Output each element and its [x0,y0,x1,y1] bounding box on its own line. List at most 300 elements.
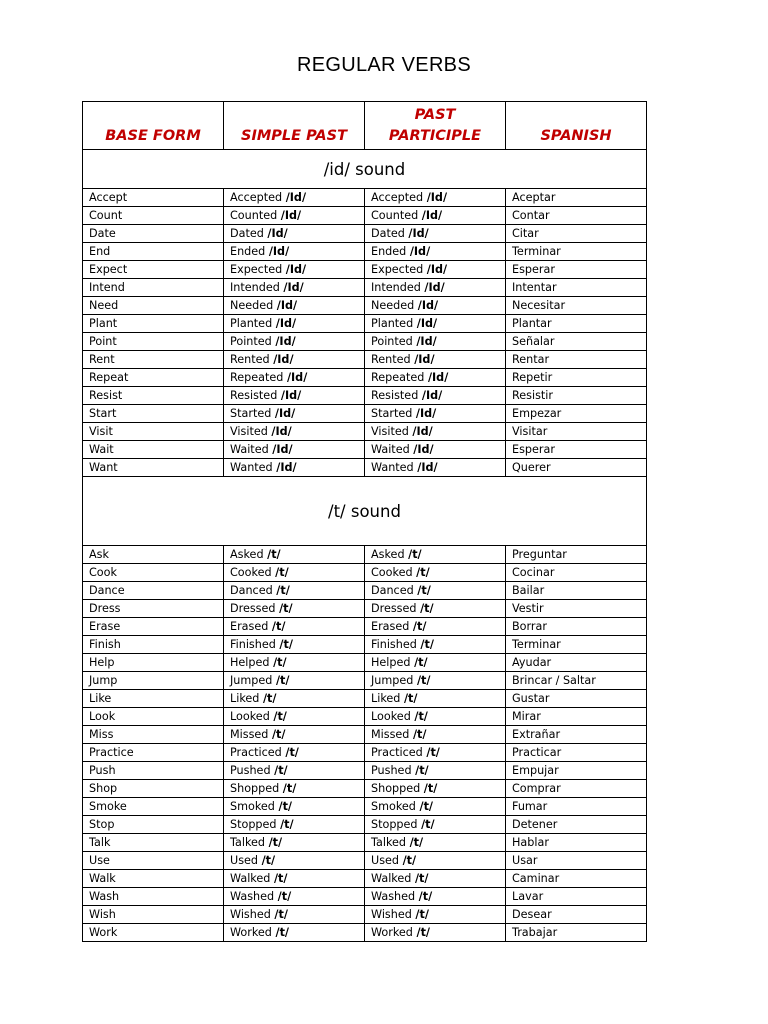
past-participle-pronunciation: /Id/ [414,353,435,366]
table-row [83,387,647,405]
simple-past-word: Walked [230,872,271,885]
simple-past-word: Counted [230,209,278,222]
table-row [83,405,647,423]
simple-past-word: Intended [230,281,280,294]
past-participle-pronunciation: /Id/ [413,443,434,456]
spanish-cell: Repetir [506,369,647,387]
past-participle-cell [365,351,506,369]
simple-past-pronunciation: /t/ [277,890,292,903]
table-row [83,564,647,582]
simple-past-word: Asked [230,548,264,561]
past-participle-word: Counted [371,209,419,222]
past-participle-word: Worked [371,926,413,939]
simple-past-pronunciation: /t/ [271,620,286,633]
section-header-row [83,477,647,546]
past-participle-pronunciation: /t/ [412,620,427,633]
past-participle-word: Dressed [371,602,417,615]
base-form-cell: Finish [83,636,224,654]
base-form-cell: Shop [83,780,224,798]
past-participle-cell [365,726,506,744]
past-participle-word: Resisted [371,389,419,402]
table-row [83,834,647,852]
past-participle-pronunciation: /t/ [421,818,435,831]
simple-past-pronunciation: /Id/ [272,443,293,456]
past-participle-pronunciation: /t/ [412,728,427,741]
past-participle-pronunciation: /t/ [414,710,428,723]
table-row [83,672,647,690]
base-form-cell: Miss [83,726,224,744]
simple-past-cell [224,369,365,387]
simple-past-word: Washed [230,890,275,903]
simple-past-cell [224,906,365,924]
past-participle-pronunciation: /t/ [417,584,431,597]
simple-past-word: Rented [230,353,270,366]
simple-past-cell [224,387,365,405]
base-form-cell: Point [83,333,224,351]
base-form-cell: Expect [83,261,224,279]
section-label: /t/ sound [83,477,647,546]
table-header-row [83,102,647,150]
simple-past-word: Liked [230,692,260,705]
simple-past-pronunciation: /t/ [278,800,293,813]
simple-past-cell [224,672,365,690]
simple-past-pronunciation: /Id/ [276,461,297,474]
header-simple-past: SIMPLE PAST [224,102,365,150]
spanish-cell: Querer [506,459,647,477]
simple-past-pronunciation: /Id/ [280,209,302,222]
simple-past-pronunciation: /t/ [271,728,286,741]
past-participle-pronunciation: /t/ [416,926,431,939]
simple-past-word: Accepted [230,191,283,204]
past-participle-pronunciation: /t/ [416,566,430,579]
simple-past-pronunciation: /t/ [279,638,293,651]
spanish-cell: Practicar [506,744,647,762]
simple-past-cell [224,405,365,423]
past-participle-word: Practiced [371,746,423,759]
past-participle-word: Repeated [371,371,425,384]
past-participle-pronunciation: /Id/ [417,299,439,312]
simple-past-cell [224,924,365,942]
spanish-cell: Fumar [506,798,647,816]
base-form-cell: Use [83,852,224,870]
past-participle-word: Asked [371,548,405,561]
simple-past-cell [224,582,365,600]
past-participle-pronunciation: /t/ [420,602,434,615]
past-participle-pronunciation: /t/ [426,746,440,759]
past-participle-pronunciation: /Id/ [409,245,431,258]
past-participle-word: Used [371,854,400,867]
simple-past-word: Talked [230,836,266,849]
simple-past-pronunciation: /Id/ [273,353,294,366]
spanish-cell: Gustar [506,690,647,708]
past-participle-cell [365,870,506,888]
base-form-cell: Push [83,762,224,780]
simple-past-pronunciation: /Id/ [271,425,292,438]
header-spanish: SPANISH [506,102,647,150]
simple-past-cell [224,654,365,672]
simple-past-cell [224,816,365,834]
simple-past-pronunciation: /Id/ [285,191,307,204]
past-participle-cell [365,924,506,942]
simple-past-pronunciation: /t/ [274,908,288,921]
past-participle-cell [365,690,506,708]
simple-past-word: Shopped [230,782,280,795]
past-participle-pronunciation: /t/ [408,548,422,561]
past-participle-cell [365,189,506,207]
table-row [83,243,647,261]
past-participle-pronunciation: /Id/ [426,263,448,276]
simple-past-word: Waited [230,443,269,456]
past-participle-pronunciation: /Id/ [421,389,443,402]
spanish-cell: Esperar [506,441,647,459]
past-participle-word: Cooked [371,566,413,579]
simple-past-cell [224,546,365,564]
simple-past-pronunciation: /t/ [261,854,276,867]
regular-verbs-table [82,101,647,942]
past-participle-word: Visited [371,425,409,438]
simple-past-word: Finished [230,638,276,651]
table-row [83,906,647,924]
past-participle-cell [365,636,506,654]
table-row [83,459,647,477]
simple-past-pronunciation: /Id/ [286,371,308,384]
simple-past-pronunciation: /t/ [276,584,290,597]
table-row [83,261,647,279]
spanish-cell: Bailar [506,582,647,600]
past-participle-pronunciation: /t/ [416,674,431,687]
table-row [83,618,647,636]
past-participle-word: Missed [371,728,410,741]
past-participle-pronunciation: /Id/ [415,407,437,420]
simple-past-word: Jumped [230,674,273,687]
base-form-cell: Accept [83,189,224,207]
simple-past-cell [224,618,365,636]
simple-past-cell [224,189,365,207]
simple-past-pronunciation: /Id/ [283,281,304,294]
base-form-cell: Smoke [83,798,224,816]
past-participle-pronunciation: /Id/ [417,461,438,474]
table-row [83,816,647,834]
past-participle-cell [365,546,506,564]
simple-past-pronunciation: /Id/ [285,263,307,276]
simple-past-pronunciation: /t/ [267,548,281,561]
simple-past-pronunciation: /t/ [280,818,294,831]
spanish-cell: Intentar [506,279,647,297]
simple-past-word: Resisted [230,389,278,402]
past-participle-word: Started [371,407,413,420]
spanish-cell: Trabajar [506,924,647,942]
simple-past-cell [224,852,365,870]
table-row [83,297,647,315]
past-participle-pronunciation: /t/ [414,872,429,885]
past-participle-cell [365,780,506,798]
simple-past-word: Worked [230,926,272,939]
simple-past-cell [224,279,365,297]
table-body [83,150,647,942]
spanish-cell: Necesitar [506,297,647,315]
past-participle-cell [365,582,506,600]
base-form-cell: Plant [83,315,224,333]
spanish-cell: Brincar / Saltar [506,672,647,690]
table-row [83,369,647,387]
past-participle-word: Danced [371,584,414,597]
past-participle-word: Wished [371,908,412,921]
base-form-cell: Talk [83,834,224,852]
base-form-cell: Like [83,690,224,708]
spanish-cell: Contar [506,207,647,225]
past-participle-pronunciation: /Id/ [424,281,445,294]
simple-past-pronunciation: /t/ [282,782,297,795]
simple-past-word: Missed [230,728,269,741]
past-participle-pronunciation: /Id/ [408,227,429,240]
simple-past-cell [224,351,365,369]
simple-past-cell [224,798,365,816]
simple-past-word: Dressed [230,602,276,615]
header-past-participle: PAST PARTICIPLE [365,102,506,150]
spanish-cell: Preguntar [506,546,647,564]
past-participle-word: Needed [371,299,415,312]
past-participle-word: Pushed [371,764,412,777]
past-participle-cell [365,459,506,477]
simple-past-pronunciation: /t/ [275,674,290,687]
table-row [83,924,647,942]
past-participle-cell [365,834,506,852]
simple-past-cell [224,207,365,225]
spanish-cell: Hablar [506,834,647,852]
table-row [83,744,647,762]
spanish-cell: Citar [506,225,647,243]
past-participle-word: Jumped [371,674,414,687]
table-row [83,351,647,369]
simple-past-cell [224,243,365,261]
simple-past-pronunciation: /Id/ [275,335,296,348]
past-participle-word: Smoked [371,800,416,813]
section-header-row [83,150,647,189]
table-row [83,690,647,708]
past-participle-word: Erased [371,620,410,633]
spanish-cell: Terminar [506,636,647,654]
simple-past-word: Helped [230,656,270,669]
simple-past-word: Dated [230,227,264,240]
base-form-cell: Date [83,225,224,243]
spanish-cell: Vestir [506,600,647,618]
spanish-cell: Aceptar [506,189,647,207]
simple-past-word: Stopped [230,818,277,831]
table-row [83,441,647,459]
past-participle-word: Finished [371,638,417,651]
simple-past-cell [224,564,365,582]
past-participle-cell [365,297,506,315]
simple-past-cell [224,600,365,618]
base-form-cell: Repeat [83,369,224,387]
simple-past-word: Looked [230,710,270,723]
table-row [83,852,647,870]
spanish-cell: Empujar [506,762,647,780]
table-row [83,636,647,654]
spanish-cell: Visitar [506,423,647,441]
table-row [83,600,647,618]
spanish-cell: Detener [506,816,647,834]
past-participle-cell [365,564,506,582]
simple-past-pronunciation: /t/ [268,836,283,849]
past-participle-cell [365,708,506,726]
past-participle-pronunciation: /t/ [402,854,417,867]
simple-past-cell [224,459,365,477]
past-participle-word: Stopped [371,818,418,831]
simple-past-word: Wanted [230,461,273,474]
header-base-form: BASE FORM [83,102,224,150]
past-participle-cell [365,798,506,816]
past-participle-cell [365,387,506,405]
past-participle-word: Expected [371,263,424,276]
past-participle-cell [365,762,506,780]
simple-past-cell [224,762,365,780]
past-participle-pronunciation: /t/ [409,836,424,849]
past-participle-word: Washed [371,890,416,903]
past-participle-cell [365,423,506,441]
simple-past-word: Wished [230,908,271,921]
past-participle-word: Dated [371,227,405,240]
table-row [83,189,647,207]
past-participle-pronunciation: /Id/ [426,191,448,204]
simple-past-word: Planted [230,317,273,330]
base-form-cell: Stop [83,816,224,834]
table-row [83,333,647,351]
spanish-cell: Esperar [506,261,647,279]
past-participle-pronunciation: /Id/ [427,371,449,384]
past-participle-word: Waited [371,443,410,456]
simple-past-cell [224,870,365,888]
table-row [83,870,647,888]
spanish-cell: Cocinar [506,564,647,582]
past-participle-cell [365,888,506,906]
simple-past-pronunciation: /t/ [273,656,287,669]
simple-past-pronunciation: /t/ [274,764,288,777]
past-participle-cell [365,243,506,261]
past-participle-cell [365,261,506,279]
base-form-cell: Look [83,708,224,726]
table-row [83,225,647,243]
base-form-cell: Count [83,207,224,225]
simple-past-pronunciation: /t/ [262,692,277,705]
past-participle-cell [365,654,506,672]
past-participle-word: Liked [371,692,401,705]
simple-past-cell [224,708,365,726]
simple-past-pronunciation: /Id/ [268,245,290,258]
simple-past-cell [224,297,365,315]
simple-past-cell [224,690,365,708]
base-form-cell: Start [83,405,224,423]
simple-past-pronunciation: /Id/ [274,407,296,420]
past-participle-cell [365,333,506,351]
past-participle-cell [365,852,506,870]
base-form-cell: Intend [83,279,224,297]
past-participle-pronunciation: /t/ [415,908,429,921]
simple-past-cell [224,333,365,351]
spanish-cell: Plantar [506,315,647,333]
base-form-cell: Resist [83,387,224,405]
simple-past-pronunciation: /t/ [275,566,289,579]
spanish-cell: Usar [506,852,647,870]
spanish-cell: Mirar [506,708,647,726]
spanish-cell: Terminar [506,243,647,261]
simple-past-word: Started [230,407,272,420]
simple-past-cell [224,888,365,906]
base-form-cell: Wish [83,906,224,924]
past-participle-pronunciation: /t/ [420,638,434,651]
past-participle-pronunciation: /t/ [415,764,429,777]
simple-past-pronunciation: /t/ [275,926,290,939]
table-row [83,315,647,333]
past-participle-word: Accepted [371,191,424,204]
past-participle-pronunciation: /t/ [414,656,428,669]
simple-past-cell [224,780,365,798]
simple-past-word: Repeated [230,371,284,384]
simple-past-pronunciation: /t/ [285,746,299,759]
past-participle-cell [365,225,506,243]
simple-past-word: Used [230,854,259,867]
simple-past-word: Cooked [230,566,272,579]
simple-past-cell [224,726,365,744]
past-participle-word: Ended [371,245,407,258]
past-participle-cell [365,315,506,333]
table-row [83,798,647,816]
simple-past-pronunciation: /Id/ [267,227,288,240]
past-participle-cell [365,600,506,618]
simple-past-pronunciation: /t/ [279,602,293,615]
simple-past-word: Pointed [230,335,272,348]
past-participle-cell [365,207,506,225]
simple-past-word: Ended [230,245,266,258]
past-participle-cell [365,816,506,834]
past-participle-word: Wanted [371,461,414,474]
past-participle-pronunciation: /t/ [423,782,438,795]
past-participle-word: Helped [371,656,411,669]
simple-past-word: Smoked [230,800,275,813]
base-form-cell: Erase [83,618,224,636]
past-participle-word: Walked [371,872,412,885]
base-form-cell: Ask [83,546,224,564]
past-participle-word: Intended [371,281,421,294]
base-form-cell: End [83,243,224,261]
past-participle-cell [365,744,506,762]
table-row [83,546,647,564]
past-participle-word: Pointed [371,335,413,348]
simple-past-cell [224,744,365,762]
past-participle-cell [365,369,506,387]
table-row [83,708,647,726]
section-label: /id/ sound [83,150,647,189]
base-form-cell: Dance [83,582,224,600]
past-participle-pronunciation: /Id/ [416,317,438,330]
spanish-cell: Comprar [506,780,647,798]
document-title: REGULAR VERBS [297,54,471,76]
past-participle-word: Rented [371,353,411,366]
past-participle-pronunciation: /Id/ [412,425,433,438]
past-participle-cell [365,906,506,924]
table-row [83,762,647,780]
table-row [83,726,647,744]
base-form-cell: Want [83,459,224,477]
spanish-cell: Resistir [506,387,647,405]
base-form-cell: Wash [83,888,224,906]
spanish-cell: Empezar [506,405,647,423]
simple-past-word: Visited [230,425,268,438]
past-participle-word: Looked [371,710,411,723]
spanish-cell: Ayudar [506,654,647,672]
spanish-cell: Borrar [506,618,647,636]
base-form-cell: Need [83,297,224,315]
